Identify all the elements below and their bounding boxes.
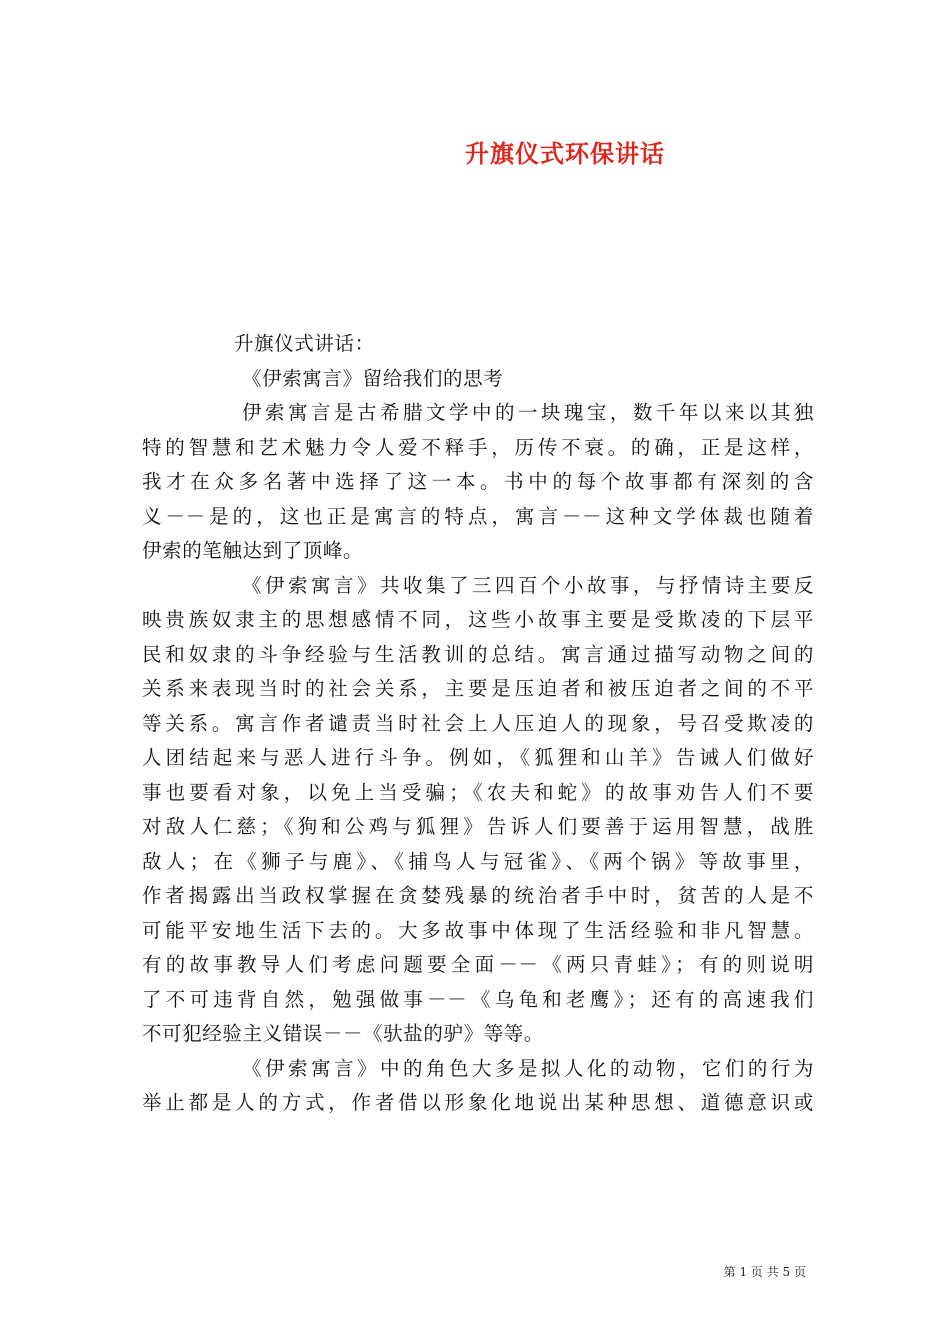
- paragraph-line: 映贵族奴隶主的思想感情不同，这些小故事主要是受欺凌的下层平: [142, 608, 814, 631]
- paragraph-line: 民和奴隶的斗争经验与生活教训的总结。寓言通过描写动物之间的: [142, 642, 814, 666]
- paragraph-line: 关系来表现当时的社会关系，主要是压迫者和被压迫者之间的不平: [142, 677, 814, 700]
- document-body: [142, 327, 814, 1121]
- paragraph-line: 举止都是人的方式，作者借以形象化地说出某种思想、道德意识或: [142, 1091, 814, 1114]
- paragraph-line: 《伊索寓言》中的角色大多是拟人化的动物，它们的行为: [242, 1056, 814, 1080]
- document-title: 升旗仪式环保讲话: [465, 139, 665, 168]
- paragraph-line: 事也要看对象，以免上当受骗；《农夫和蛇》的故事劝告人们不要: [142, 780, 814, 804]
- paragraph-line: 伊索的笔触达到了顶峰。: [142, 539, 364, 562]
- paragraph-line: 作者揭露出当政权掌握在贪婪残暴的统治者手中时，贫苦的人是不: [142, 884, 814, 907]
- speech-subheading: 《伊索寓言》留给我们的思考: [242, 366, 504, 390]
- paragraph-line: 伊索寓言是古希腊文学中的一块瑰宝，数千年以来以其独: [242, 401, 814, 424]
- paragraph-line: 对敌人仁慈；《狗和公鸡与狐狸》告诉人们要善于运用智慧，战胜: [142, 815, 814, 838]
- paragraph-line: 《伊索寓言》共收集了三四百个小故事，与抒情诗主要反: [242, 573, 814, 597]
- paragraph-line: 特的智慧和艺术魅力令人爱不释手，历传不衰。的确，正是这样，: [142, 435, 814, 459]
- paragraph-line: 人团结起来与恶人进行斗争。例如，《狐狸和山羊》告诫人们做好: [142, 746, 814, 769]
- paragraph-line: 了不可违背自然，勉强做事－－《乌龟和老鹰》；还有的高速我们: [142, 987, 814, 1011]
- paragraph-line: 可能平安地生活下去的。大多故事中体现了生活经验和非凡智慧。: [142, 918, 814, 942]
- page-number-footer: 第 1 页 共 5 页: [723, 1265, 806, 1279]
- paragraph-line: 敌人；在《狮子与鹿》、《捕鸟人与冠雀》、《两个锅》等故事里，: [142, 849, 814, 873]
- paragraph-line: 不可犯经验主义错误－－《驮盐的驴》等等。: [142, 1022, 545, 1045]
- paragraph-line: 我才在众多名著中选择了这一本。书中的每个故事都有深刻的含: [142, 470, 814, 493]
- speech-heading: 升旗仪式讲话：: [234, 332, 375, 355]
- paragraph-line: 等关系。寓言作者谴责当时社会上人压迫人的现象，号召受欺凌的: [142, 711, 814, 735]
- paragraph-line: 义－－是的，这也正是寓言的特点，寓言－－这种文学体裁也随着: [142, 504, 814, 528]
- paragraph-line: 有的故事教导人们考虑问题要全面－－《两只青蛙》；有的则说明: [142, 953, 814, 976]
